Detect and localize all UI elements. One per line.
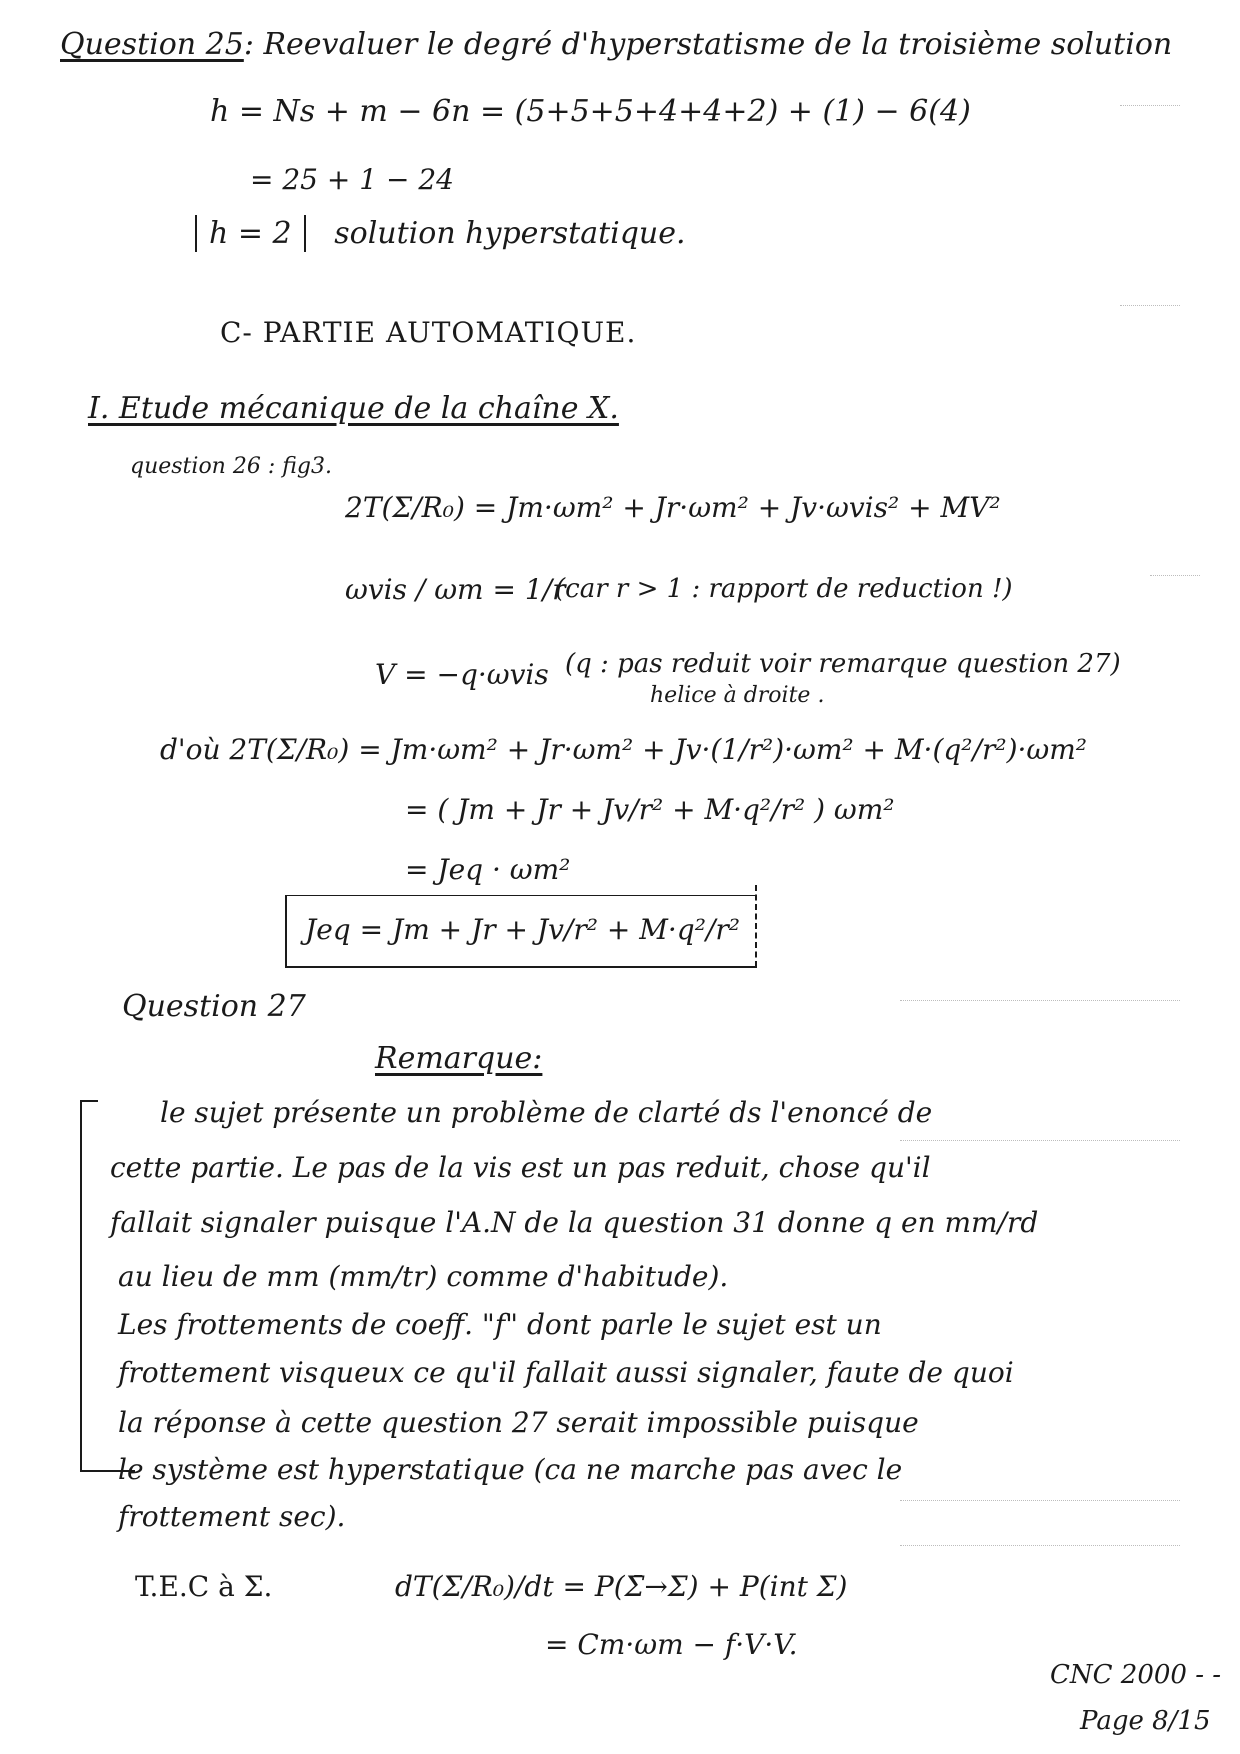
footer-ref: CNC 2000 - - bbox=[1050, 1660, 1222, 1690]
remark-line: le système est hyperstatique (ca ne marche pas avec le bbox=[118, 1453, 903, 1486]
remark-line: cette partie. Le pas de la vis est un pas reduit, chose qu'il bbox=[110, 1151, 931, 1184]
remark-bracket bbox=[80, 1100, 82, 1470]
footer-page: Page 8/15 bbox=[1080, 1706, 1211, 1736]
section-1-title: I. Etude mécanique de la chaîne X. bbox=[88, 391, 619, 426]
remark-line: frottement visqueux ce qu'il fallait aussi signaler, faute de quoi bbox=[118, 1356, 1014, 1389]
remark-line: frottement sec). bbox=[118, 1500, 346, 1533]
ruling-line bbox=[900, 1545, 1180, 1546]
q26-eq2: ωvis / ωm = 1/r bbox=[345, 573, 566, 606]
q26-eq2-note: (car r > 1 : rapport de reduction !) bbox=[555, 574, 1013, 604]
q26-heading: question 26 : fig3. bbox=[130, 454, 332, 479]
q25-block bbox=[60, 28, 1172, 61]
remark-line: la réponse à cette question 27 serait impossible puisque bbox=[118, 1406, 919, 1439]
ruling-line bbox=[900, 1500, 1180, 1501]
q25-result-row bbox=[195, 215, 686, 252]
q27-heading: Question 27 bbox=[122, 989, 306, 1024]
remark-line: au lieu de mm (mm/tr) comme d'habitude). bbox=[118, 1260, 729, 1293]
q26-boxed-right-edge bbox=[755, 885, 757, 967]
tec-label: T.E.C à Σ. bbox=[135, 1570, 273, 1603]
q25-eq2: = 25 + 1 − 24 bbox=[250, 163, 454, 196]
q26-eq3-note2: helice à droite . bbox=[650, 683, 825, 708]
q26-eq5: = ( Jm + Jr + Jv/r² + M·q²/r² ) ωm² bbox=[405, 793, 895, 826]
ruling-line bbox=[900, 1000, 1180, 1001]
q26-eq6: = Jeq · ωm² bbox=[405, 853, 571, 886]
tec-eq2: = Cm·ωm − f·V·V. bbox=[545, 1628, 798, 1661]
remark-bracket-top bbox=[80, 1100, 98, 1102]
q25-eq1: h = Ns + m − 6n = (5+5+5+4+4+2) + (1) − 6(4) bbox=[210, 94, 971, 129]
q26-eq1: 2T(Σ/R₀) = Jm·ωm² + Jr·ωm² + Jv·ωvis² + MV² bbox=[345, 491, 1001, 524]
q27-remark-title: Remarque: bbox=[375, 1041, 543, 1076]
q25-heading: Question 25 bbox=[60, 27, 244, 62]
q25-result-text: solution hyperstatique. bbox=[334, 216, 686, 251]
q25-title: : Reevaluer le degré d'hyperstatisme de la troisième solution bbox=[243, 27, 1173, 62]
remark-line: Les frottements de coeff. "f" dont parle le sujet est un bbox=[118, 1308, 882, 1341]
q26-eq4: d'où 2T(Σ/R₀) = Jm·ωm² + Jr·ωm² + Jv·(1/r²)·ωm² + M·(q²/r²)·ωm² bbox=[160, 733, 1088, 766]
ruling-line bbox=[900, 1140, 1180, 1141]
ruling-line bbox=[1120, 105, 1180, 106]
q26-eq3-note: (q : pas reduit voir remarque question 27) bbox=[565, 649, 1121, 679]
part-c-title: C- PARTIE AUTOMATIQUE. bbox=[220, 316, 637, 349]
ruling-line bbox=[1150, 575, 1200, 576]
remark-line: fallait signaler puisque l'A.N de la question 31 donne q en mm/rd bbox=[110, 1206, 1039, 1239]
ruling-line bbox=[1120, 305, 1180, 306]
q25-result: h = 2 bbox=[209, 216, 292, 251]
q26-eq3: V = −q·ωvis bbox=[375, 658, 549, 691]
q25-result-box bbox=[195, 215, 306, 252]
tec-eq1: dT(Σ/R₀)/dt = P(Σ̄→Σ) + P(int Σ) bbox=[395, 1570, 848, 1603]
remark-line: le sujet présente un problème de clarté ds l'enoncé de bbox=[160, 1096, 933, 1129]
q26-boxed: Jeq = Jm + Jr + Jv/r² + M·q²/r² bbox=[305, 913, 740, 946]
